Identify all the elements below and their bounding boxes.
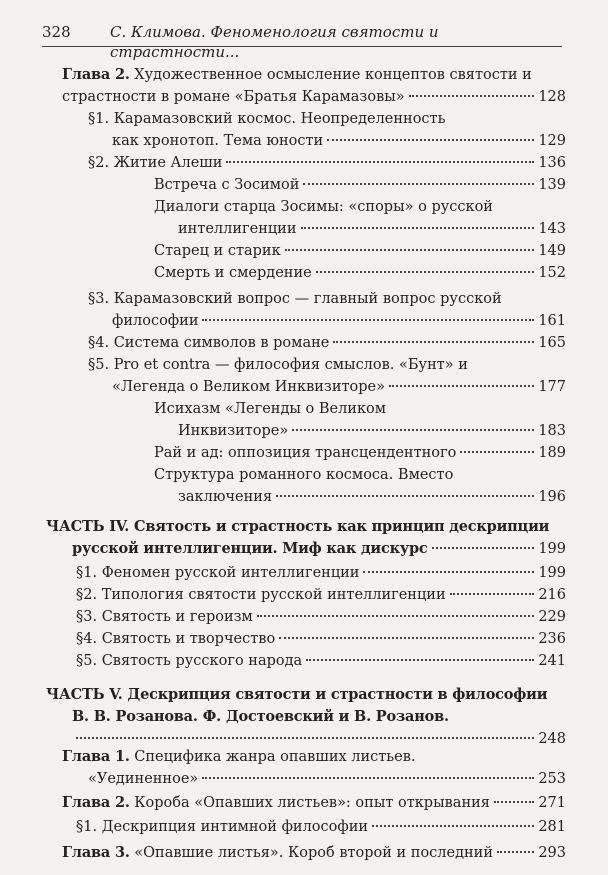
toc-entry-text: Рай и ад: оппозиция трансцендентного bbox=[154, 445, 457, 461]
toc-entry-last-line bbox=[154, 218, 566, 240]
leader-dots bbox=[226, 161, 534, 163]
toc-entry bbox=[154, 398, 566, 442]
toc-entry bbox=[154, 262, 566, 284]
toc-entry-last-line bbox=[88, 152, 566, 174]
toc-entry bbox=[76, 628, 566, 650]
toc-entry-text: Глава 1. Специфика жанра опавших листьев. bbox=[62, 748, 416, 765]
toc-entry-last-line bbox=[76, 562, 566, 584]
leader-dots bbox=[372, 825, 534, 827]
toc-entry-prefix: Глава 2. bbox=[62, 794, 130, 811]
leader-dots bbox=[316, 271, 535, 273]
toc-entry-text: §2. Типология святости русской интеллигенции bbox=[76, 587, 446, 603]
toc-entry bbox=[76, 650, 566, 672]
leader-dots bbox=[497, 851, 534, 853]
toc-entry-text: заключения bbox=[178, 489, 273, 505]
toc-entry-last-line bbox=[154, 442, 566, 464]
toc-entry bbox=[88, 108, 566, 152]
toc-entry-text: §5. Святость русского народа bbox=[76, 653, 303, 669]
toc-entry bbox=[88, 152, 566, 174]
toc-entry-last-line bbox=[46, 538, 566, 560]
toc-entry-last-line bbox=[154, 240, 566, 262]
toc-entry-text: §1. Дескрипция интимной философии bbox=[76, 819, 369, 835]
toc-entry-text: Встреча с Зосимой bbox=[154, 177, 300, 193]
toc-page-number: 189 bbox=[538, 445, 566, 461]
toc-page-number: 165 bbox=[538, 335, 566, 351]
leader-dots bbox=[450, 593, 535, 595]
toc-entry-text: Смерть и смердение bbox=[154, 265, 312, 281]
toc-entry-last-line bbox=[76, 584, 566, 606]
toc-entry-last-line bbox=[154, 420, 566, 442]
leader-dots bbox=[285, 249, 535, 251]
leader-dots bbox=[409, 95, 535, 97]
toc-entry-last-line bbox=[88, 310, 566, 332]
toc-entry-text: В. В. Розанова. Ф. Достоевский и В. Розанов. bbox=[72, 708, 449, 725]
leader-dots bbox=[76, 737, 534, 739]
toc-entry-text: Структура романного космоса. Вместо bbox=[154, 467, 454, 483]
toc-entry-text: «Легенда о Великом Инквизиторе» bbox=[112, 379, 385, 395]
toc-entry-last-line bbox=[62, 86, 566, 108]
toc-entry-last-line bbox=[62, 768, 566, 790]
toc-entry-text: ЧАСТЬ IV. Святость и страстность как принцип дескрипции bbox=[46, 518, 550, 535]
leader-dots bbox=[333, 341, 534, 343]
toc-entry-text: Глава 2. Короба «Опавших листьев»: опыт открывания bbox=[62, 794, 490, 811]
toc-entry-text: §2. Житие Алеши bbox=[88, 155, 223, 171]
leader-dots bbox=[306, 659, 534, 661]
toc-entry bbox=[88, 354, 566, 398]
toc-entry-text: Исихазм «Легенды о Великом bbox=[154, 401, 387, 417]
toc-entry bbox=[62, 842, 566, 864]
toc-page-number: 177 bbox=[538, 379, 566, 395]
toc-entry-last-line bbox=[76, 650, 566, 672]
leader-dots bbox=[432, 547, 535, 549]
toc-entry-last-line bbox=[154, 174, 566, 196]
toc-entry-text: §3. Карамазовский вопрос — главный вопрос русской bbox=[88, 291, 502, 307]
toc-entry-text: §5. Pro et contra — философия смыслов. «Бунт» и bbox=[88, 357, 468, 373]
toc-entry-prefix: Глава 2. bbox=[62, 66, 130, 83]
running-title: С. Климова. Феноменология святости и страстности... bbox=[110, 23, 439, 61]
toc-entry-text: русской интеллигенции. Миф как дискурс bbox=[72, 540, 428, 557]
toc-page-number: 196 bbox=[538, 489, 566, 505]
leader-dots bbox=[202, 319, 534, 321]
toc-entry-text: как хронотоп. Тема юности bbox=[112, 133, 324, 149]
toc-page-number: 229 bbox=[538, 609, 566, 625]
toc-entry bbox=[154, 196, 566, 240]
toc-entry-text: философии bbox=[112, 313, 199, 329]
toc-page-number: 253 bbox=[538, 771, 566, 787]
toc-entry bbox=[154, 240, 566, 262]
leader-dots bbox=[327, 139, 534, 141]
page-number: 328 bbox=[42, 23, 71, 41]
toc-page-number: 271 bbox=[538, 795, 566, 811]
toc-page-number: 281 bbox=[538, 819, 566, 835]
leader-dots bbox=[257, 615, 535, 617]
toc-page-number: 199 bbox=[538, 565, 566, 581]
toc-entry-text: §1. Феномен русской интеллигенции bbox=[76, 565, 360, 581]
toc-page-number: 236 bbox=[538, 631, 566, 647]
leader-dots bbox=[202, 777, 534, 779]
toc-page-number: 143 bbox=[538, 221, 566, 237]
toc-entry-text: Глава 2. Художественное осмысление концептов святости и bbox=[62, 66, 532, 83]
toc-entry-text: Старец и старик bbox=[154, 243, 281, 259]
toc-entry-last-line bbox=[88, 332, 566, 354]
leader-dots bbox=[292, 429, 534, 431]
toc-page-number: 149 bbox=[538, 243, 566, 259]
toc-page-number: 128 bbox=[538, 89, 566, 105]
toc-entry bbox=[154, 174, 566, 196]
toc-entry-text: Глава 3. «Опавшие листья». Короб второй и последний bbox=[62, 844, 494, 861]
leader-dots bbox=[494, 801, 534, 803]
toc-page-number: 129 bbox=[538, 133, 566, 149]
toc-entry-last-line bbox=[62, 792, 566, 814]
toc-entry-last-line bbox=[62, 842, 566, 864]
toc-entry-text: «Уединенное» bbox=[88, 771, 199, 787]
toc-entry-last-line bbox=[88, 376, 566, 398]
toc-part-entry bbox=[46, 516, 566, 560]
toc-entry-text: §3. Святость и героизм bbox=[76, 609, 253, 625]
toc-page-number: 293 bbox=[538, 845, 566, 861]
toc-entry bbox=[76, 584, 566, 606]
toc-entry-text: страстности в романе «Братья Карамазовы» bbox=[62, 89, 405, 105]
toc-entry bbox=[76, 562, 566, 584]
toc-entry-text: §1. Карамазовский космос. Неопределенность bbox=[88, 111, 446, 127]
toc-entry-last-line bbox=[76, 816, 566, 838]
toc-entry-prefix: Глава 3. bbox=[62, 844, 130, 861]
toc-page-number: 241 bbox=[538, 653, 566, 669]
toc-entry-last-line bbox=[154, 262, 566, 284]
toc-entry bbox=[88, 332, 566, 354]
toc-page-number: 216 bbox=[538, 587, 566, 603]
toc-page-number: 183 bbox=[538, 423, 566, 439]
leader-dots bbox=[301, 227, 535, 229]
leader-dots bbox=[279, 637, 534, 639]
toc-entry-prefix: Глава 1. bbox=[62, 748, 130, 765]
toc-page-number: 152 bbox=[538, 265, 566, 281]
toc-entry bbox=[154, 442, 566, 464]
toc-entry bbox=[76, 606, 566, 628]
toc-entry-text: §4. Святость и творчество bbox=[76, 631, 276, 647]
toc-entry-text: Диалоги старца Зосимы: «споры» о русской bbox=[154, 199, 493, 215]
toc-entry bbox=[62, 64, 566, 108]
toc-entry-last-line bbox=[76, 606, 566, 628]
toc-entry-text: ЧАСТЬ V. Дескрипция святости и страстности в философии bbox=[46, 686, 548, 703]
leader-dots bbox=[460, 451, 534, 453]
toc-page-number: 161 bbox=[538, 313, 566, 329]
toc-page-number: 139 bbox=[538, 177, 566, 193]
toc-page-number: 136 bbox=[538, 155, 566, 171]
toc-entry bbox=[62, 792, 566, 814]
toc-entry-last-line bbox=[154, 486, 566, 508]
toc-part-entry bbox=[46, 684, 566, 750]
toc-entry-last-line bbox=[76, 628, 566, 650]
toc-entry bbox=[154, 464, 566, 508]
toc-entry-text: Инквизиторе» bbox=[178, 423, 289, 439]
toc-entry bbox=[62, 746, 566, 790]
toc-page-number: 248 bbox=[538, 731, 566, 747]
toc-entry bbox=[88, 288, 566, 332]
toc-entry bbox=[76, 816, 566, 838]
toc-entry-text: интеллигенции bbox=[178, 221, 297, 237]
toc-entry-text: §4. Система символов в романе bbox=[88, 335, 330, 351]
running-header bbox=[42, 22, 562, 61]
leader-dots bbox=[303, 183, 534, 185]
leader-dots bbox=[389, 385, 534, 387]
leader-dots bbox=[276, 495, 534, 497]
toc-page-number: 199 bbox=[538, 541, 566, 557]
leader-dots bbox=[363, 571, 534, 573]
toc-entry-last-line bbox=[88, 130, 566, 152]
